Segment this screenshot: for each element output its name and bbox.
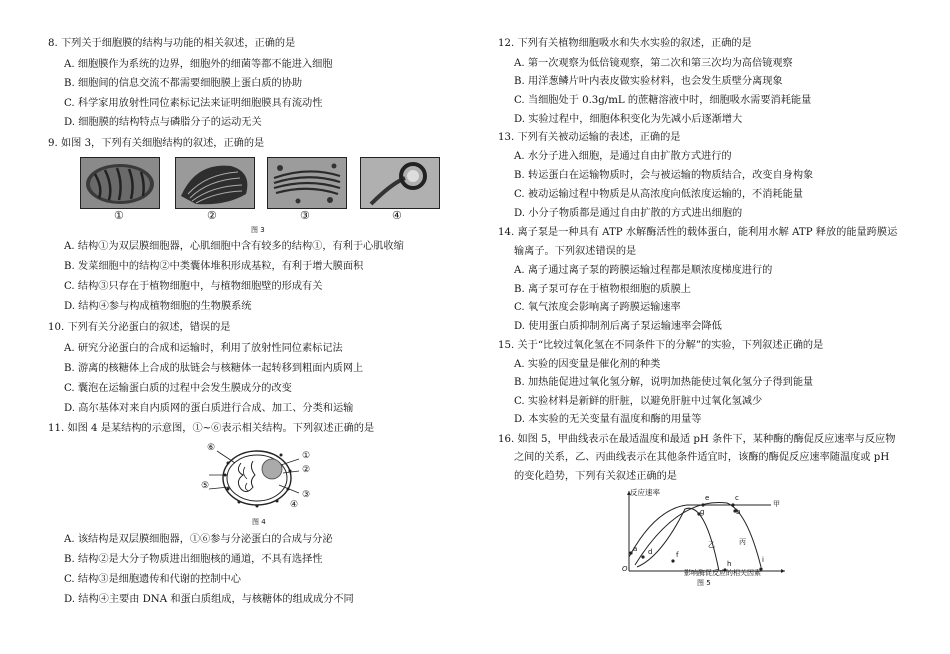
q12-stem: 12. 下列有关植物细胞吸水和失水实验的叙述，正确的是 <box>498 38 752 49</box>
graph-point-b: b <box>736 508 741 516</box>
fig3-caption: 图 3 <box>251 226 265 234</box>
fig4-label-6: ⑥ <box>207 443 216 453</box>
q11-option-d: D. 结构④主要由 DNA 和蛋白质组成，与核糖体的组成成分不同 <box>64 594 354 605</box>
fig4-label-4: ④ <box>290 500 299 510</box>
q15-stem: 15. 关于“比较过氧化氢在不同条件下的分解”的实验，下列叙述正确的是 <box>498 340 824 351</box>
q14-option-b: B. 离子泵可存在于植物根细胞的质膜上 <box>514 284 691 295</box>
graph-curve-label-yi: 乙 <box>708 541 715 549</box>
graph-point-e: e <box>705 494 710 502</box>
q8-option-a: A. 细胞膜作为系统的边界，细胞外的细菌等都不能进入细胞 <box>64 59 333 70</box>
q11-option-b: B. 结构②是大分子物质进出细胞核的通道，不具有选择性 <box>64 554 323 565</box>
q14-option-a: A. 离子通过离子泵的跨膜运输过程都是顺浓度梯度进行的 <box>514 265 773 276</box>
q9-option-c: C. 结构③只存在于植物细胞中，与植物细胞壁的形成有关 <box>64 281 323 292</box>
q10-option-d: D. 高尔基体对来自内质网的蛋白质进行合成、加工、分类和运输 <box>64 403 354 414</box>
graph-point-h: h <box>727 560 732 568</box>
graph-origin: O <box>622 565 628 573</box>
fig3-label-4: ④ <box>392 209 402 222</box>
fig4-label-2: ② <box>302 465 311 475</box>
micrograph-ribosome <box>360 157 440 209</box>
q12-option-a: A. 第一次观察为低倍镜观察，第二次和第三次均为高倍镜观察 <box>514 58 793 69</box>
q10-option-b: B. 游离的核糖体上合成的肽链会与核糖体一起转移到粗面内质网上 <box>64 363 364 374</box>
q9-stem: 9. 如图 3，下列有关细胞结构的叙述，正确的是 <box>48 138 265 149</box>
fig5-caption: 图 5 <box>697 579 711 587</box>
q13-stem: 13. 下列有关被动运输的表述，正确的是 <box>498 132 681 143</box>
curve-yi <box>637 508 719 571</box>
micrograph-mitochondrion <box>80 157 160 209</box>
q15-option-a: A. 实验的因变量是催化剂的种类 <box>514 359 661 370</box>
q11-stem: 11. 如图 4 是某结构的示意图，①~⑥表示相关结构。下列叙述正确的是 <box>48 423 375 434</box>
graph-point-i: i <box>762 556 764 564</box>
q8-option-d: D. 细胞膜的结构特点与磷脂分子的运动无关 <box>64 117 262 128</box>
micrograph-golgi <box>267 157 347 209</box>
fig3-label-1: ① <box>114 209 124 222</box>
fig4-label-3: ③ <box>302 490 311 500</box>
q15-option-b: B. 加热能促进过氧化氢分解，说明加热能使过氧化氢分子得到能量 <box>514 377 814 388</box>
fig3-label-2: ② <box>207 209 217 222</box>
graph-y-label: 反应速率 <box>630 488 660 497</box>
graph-point-g: g <box>700 508 705 516</box>
q12-option-c: C. 当细胞处于 0.3g/mL 的蔗糖溶液中时，细胞吸水需要消耗能量 <box>514 95 812 106</box>
q13-option-a: A. 水分子进入细胞，是通过自由扩散方式进行的 <box>514 151 732 162</box>
q9-option-d: D. 结构④参与构成植物细胞的生物膜系统 <box>64 301 252 312</box>
q15-option-c: C. 实验材料是新鲜的肝脏，以避免肝脏中过氧化氢减少 <box>514 396 763 407</box>
graph-point-c: c <box>735 494 739 502</box>
q13-option-d: D. 小分子物质都是通过自由扩散的方式进出细胞的 <box>514 208 743 219</box>
q9-option-a: A. 结构①为双层膜细胞器，心肌细胞中含有较多的结构①，有利于心肌收缩 <box>64 241 404 252</box>
q9-option-b: B. 发菜细胞中的结构②中类囊体堆积形成基粒，有利于增大膜面积 <box>64 261 364 272</box>
graph-point-a: a <box>633 545 638 553</box>
q8-stem: 8. 下列关于细胞膜的结构与功能的相关叙述，正确的是 <box>48 38 296 49</box>
q11-option-a: A. 该结构是双层膜细胞器，①⑥参与分泌蛋白的合成与分泌 <box>64 534 333 545</box>
q10-option-c: C. 囊泡在运输蛋白质的过程中会发生膜成分的改变 <box>64 383 292 394</box>
fig3-label-3: ③ <box>300 209 310 222</box>
q13-option-b: B. 转运蛋白在运输物质时，会与被运输的物质结合，改变自身构象 <box>514 170 814 181</box>
q16-stem: 16. 如图 5，甲曲线表示在最适温度和最适 pH 条件下，某种酶的酶促反应速率与反应物 <box>498 434 896 445</box>
micrograph-chloroplast <box>175 157 255 209</box>
q14-stem-cont: 输离子。下列叙述错误的是 <box>514 246 637 257</box>
q10-option-a: A. 研究分泌蛋白的合成和运输时，利用了放射性同位素标记法 <box>64 343 343 354</box>
q16-stem-cont1: 之间的关系，乙、丙曲线表示在其他条件适宜时，该酶的酶促反应速率随温度或 pH <box>514 452 890 463</box>
graph-curve-label-jia: 甲 <box>773 500 780 508</box>
graph-point-f: f <box>676 551 679 559</box>
graph-x-label: 影响酶促反应的相关因素 <box>684 569 761 577</box>
q11-option-c: C. 结构③是细胞遗传和代谢的控制中心 <box>64 574 241 585</box>
q12-option-b: B. 用洋葱鳞片叶内表皮做实验材料，也会发生质壁分离现象 <box>514 76 783 87</box>
q14-option-c: C. 氧气浓度会影响离子跨膜运输速率 <box>514 302 681 313</box>
fig4-caption: 图 4 <box>252 518 266 526</box>
q16-stem-cont2: 的变化趋势，下列有关叙述正确的是 <box>514 471 677 482</box>
q14-option-d: D. 使用蛋白质抑制剂后离子泵运输速率会降低 <box>514 321 722 332</box>
q8-option-b: B. 细胞间的信息交流不都需要细胞膜上蛋白质的协助 <box>64 78 303 89</box>
q14-stem: 14. 离子泵是一种具有 ATP 水解酶活性的载体蛋白，能利用水解 ATP 释放的能量跨膜运 <box>498 227 898 238</box>
q13-option-c: C. 被动运输过程中物质是从高浓度向低浓度运输的，不消耗能量 <box>514 189 803 200</box>
q8-option-c: C. 科学家用放射性同位素标记法来证明细胞膜具有流动性 <box>64 98 323 109</box>
graph-point-d: d <box>648 548 653 556</box>
fig4-label-1: ① <box>302 451 311 461</box>
q10-stem: 10. 下列有关分泌蛋白的叙述，错误的是 <box>48 322 231 333</box>
fig4-label-5: ⑤ <box>201 481 210 491</box>
graph-curve-label-bing: 丙 <box>739 538 746 546</box>
q15-option-d: D. 本实验的无关变量有温度和酶的用量等 <box>514 414 702 425</box>
q12-option-d: D. 实验过程中，细胞体积变化为先减小后逐渐增大 <box>514 114 743 125</box>
